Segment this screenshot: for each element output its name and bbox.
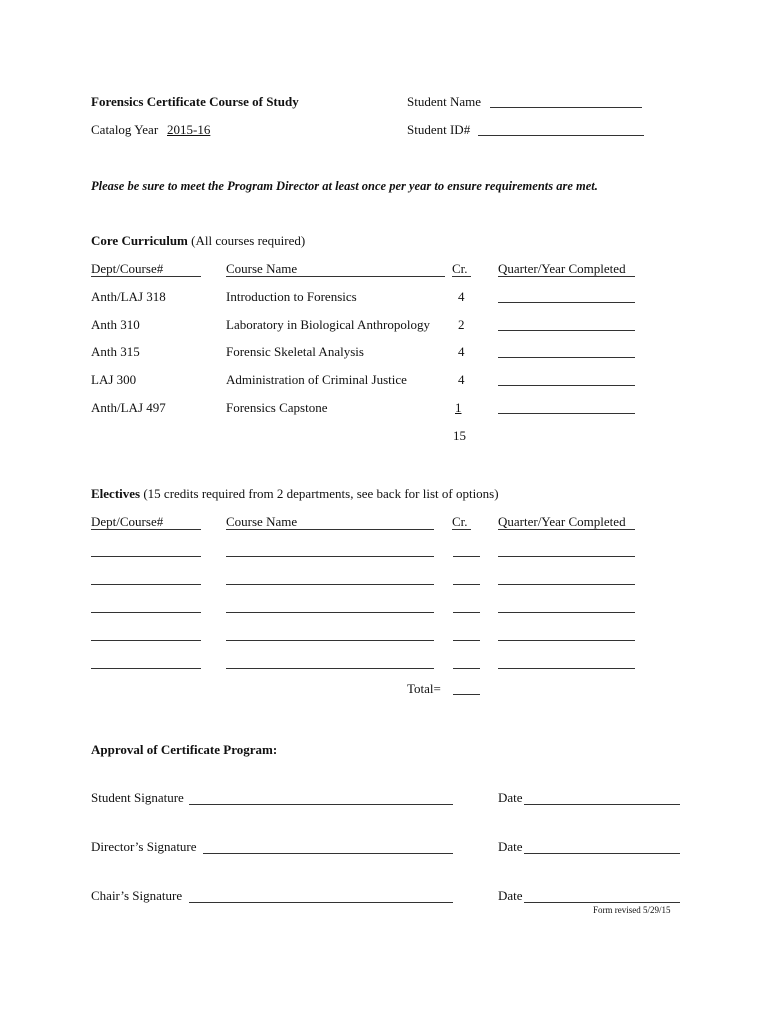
student-signature-label: Student Signature <box>91 790 184 805</box>
quarter-year-field[interactable] <box>498 413 635 414</box>
electives-col-cr: Cr. <box>452 514 468 529</box>
core-header-underline <box>452 276 471 277</box>
core-row-cr: 1 <box>455 400 462 415</box>
elective-cr-field[interactable] <box>453 556 480 557</box>
director-signature-field[interactable] <box>203 853 453 854</box>
elective-dept-field[interactable] <box>91 556 201 557</box>
elective-qy-field[interactable] <box>498 556 635 557</box>
core-col-qy: Quarter/Year Completed <box>498 261 626 276</box>
core-row-name: Introduction to Forensics <box>226 289 357 304</box>
core-header-underline <box>226 276 445 277</box>
electives-total-field[interactable] <box>453 694 480 695</box>
chair-date-field[interactable] <box>524 902 680 903</box>
core-row-name: Forensics Capstone <box>226 400 328 415</box>
student-date-label: Date <box>498 790 523 805</box>
elective-dept-field[interactable] <box>91 668 201 669</box>
core-row-name: Administration of Criminal Justice <box>226 372 407 387</box>
core-col-dept: Dept/Course# <box>91 261 164 276</box>
electives-header-underline <box>226 529 434 530</box>
electives-col-qy: Quarter/Year Completed <box>498 514 626 529</box>
core-row-dept: LAJ 300 <box>91 372 137 387</box>
elective-qy-field[interactable] <box>498 612 635 613</box>
electives-header-underline <box>91 529 201 530</box>
elective-cr-field[interactable] <box>453 612 480 613</box>
electives-total-label: Total= <box>407 681 441 696</box>
electives-col-name: Course Name <box>226 514 298 529</box>
student-date-field[interactable] <box>524 804 680 805</box>
elective-cr-field[interactable] <box>453 640 480 641</box>
core-row-name: Forensic Skeletal Analysis <box>226 344 364 359</box>
chair-date-label: Date <box>498 888 523 903</box>
electives-col-dept: Dept/Course# <box>91 514 164 529</box>
core-row-cr: 4 <box>458 372 465 387</box>
director-date-field[interactable] <box>524 853 680 854</box>
core-heading: Core Curriculum <box>91 233 188 248</box>
core-heading-line <box>91 233 305 249</box>
quarter-year-field[interactable] <box>498 302 635 303</box>
student-name-label: Student Name <box>407 94 482 109</box>
catalog-year-label: Catalog Year <box>91 122 159 137</box>
electives-header-underline <box>498 529 635 530</box>
catalog-year-value: 2015-16 <box>167 122 211 137</box>
quarter-year-field[interactable] <box>498 357 635 358</box>
student-id-label: Student ID# <box>407 122 471 137</box>
core-row-dept: Anth 310 <box>91 317 140 332</box>
elective-name-field[interactable] <box>226 640 434 641</box>
form-revised-note: Form revised 5/29/15 <box>593 905 671 915</box>
electives-heading-line <box>91 486 499 502</box>
elective-name-field[interactable] <box>226 584 434 585</box>
director-signature-label: Director’s Signature <box>91 839 197 854</box>
core-row-dept: Anth 315 <box>91 344 140 359</box>
elective-name-field[interactable] <box>226 612 434 613</box>
core-header-underline <box>498 276 635 277</box>
core-row-cr: 2 <box>458 317 465 332</box>
chair-signature-label: Chair’s Signature <box>91 888 183 903</box>
core-row-name: Laboratory in Biological Anthropology <box>226 317 430 332</box>
core-col-name: Course Name <box>226 261 298 276</box>
elective-qy-field[interactable] <box>498 584 635 585</box>
elective-dept-field[interactable] <box>91 584 201 585</box>
chair-signature-field[interactable] <box>189 902 453 903</box>
quarter-year-field[interactable] <box>498 385 635 386</box>
core-row-dept: Anth/LAJ 318 <box>91 289 166 304</box>
approval-heading: Approval of Certificate Program: <box>91 742 278 757</box>
notice-text: Please be sure to meet the Program Director at least once per year to ensure requirements are met. <box>91 179 598 193</box>
core-total: 15 <box>453 428 466 443</box>
core-note: (All courses required) <box>191 233 306 248</box>
elective-qy-field[interactable] <box>498 668 635 669</box>
electives-header-underline <box>452 529 471 530</box>
core-row-cr: 4 <box>458 344 465 359</box>
core-row-cr: 4 <box>458 289 465 304</box>
elective-name-field[interactable] <box>226 556 434 557</box>
core-row-dept: Anth/LAJ 497 <box>91 400 166 415</box>
elective-cr-field[interactable] <box>453 584 480 585</box>
elective-qy-field[interactable] <box>498 640 635 641</box>
elective-dept-field[interactable] <box>91 640 201 641</box>
quarter-year-field[interactable] <box>498 330 635 331</box>
elective-name-field[interactable] <box>226 668 434 669</box>
electives-heading: Electives <box>91 486 141 501</box>
student-id-field[interactable] <box>478 135 644 136</box>
elective-dept-field[interactable] <box>91 612 201 613</box>
core-header-underline <box>91 276 201 277</box>
electives-note: (15 credits required from 2 departments, see back for list of options) <box>143 486 499 501</box>
elective-cr-field[interactable] <box>453 668 480 669</box>
form-title: Forensics Certificate Course of Study <box>91 94 299 109</box>
student-signature-field[interactable] <box>189 804 453 805</box>
student-name-field[interactable] <box>490 107 642 108</box>
director-date-label: Date <box>498 839 523 854</box>
core-col-cr: Cr. <box>452 261 468 276</box>
